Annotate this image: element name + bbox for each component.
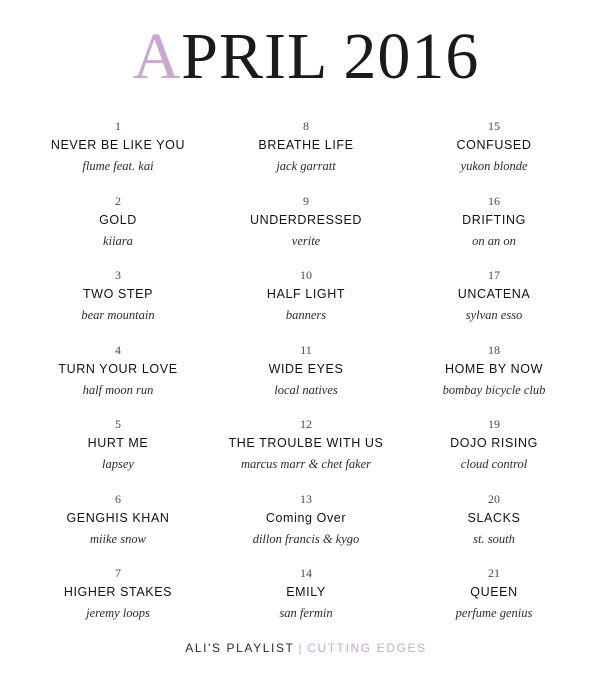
track-title: UNDERDRESSED: [249, 212, 363, 227]
track-artist: local natives: [274, 382, 338, 397]
track-number: 18: [488, 342, 501, 357]
track-number: 2: [114, 193, 121, 208]
track-artist: perfume genius: [455, 606, 533, 621]
list-item: [24, 415, 212, 474]
track-columns: [0, 91, 612, 639]
track-number: 3: [114, 268, 121, 283]
track-column-1: [24, 117, 212, 639]
track-artist: st. south: [473, 531, 515, 546]
footer-separator: |: [298, 641, 304, 655]
track-title: EMILY: [286, 585, 326, 600]
track-artist: cloud control: [460, 457, 528, 472]
list-item: [400, 341, 588, 400]
track-title: HURT ME: [87, 436, 149, 451]
track-number: 6: [114, 491, 121, 506]
track-artist: dillon francis & kygo: [252, 531, 360, 546]
track-artist: banners: [285, 308, 327, 323]
track-number: 4: [114, 342, 121, 357]
footer-playlist-name: ALI'S PLAYLIST: [185, 641, 295, 655]
track-number: 9: [303, 193, 309, 208]
track-title: UNCATENA: [457, 287, 531, 302]
list-item: [212, 415, 400, 474]
list-item: [212, 117, 400, 176]
track-title: GENGHIS KHAN: [66, 510, 170, 525]
list-item: [400, 564, 588, 623]
track-number: 7: [114, 566, 121, 581]
track-artist: bear mountain: [81, 308, 155, 323]
track-artist: sylvan esso: [465, 308, 523, 323]
track-artist: jeremy loops: [86, 606, 150, 621]
list-item: [400, 266, 588, 325]
track-number: 5: [114, 417, 121, 432]
track-artist: san fermin: [279, 606, 333, 621]
track-artist: lapsey: [102, 457, 134, 472]
list-item: [24, 341, 212, 400]
track-title: Coming Over: [265, 510, 347, 525]
track-artist: yukon blonde: [460, 159, 528, 174]
track-number: 21: [488, 566, 501, 581]
track-number: 13: [300, 491, 312, 506]
track-artist: on an on: [472, 233, 516, 248]
track-artist: verite: [291, 233, 321, 248]
list-item: [24, 564, 212, 623]
track-title: NEVER BE LIKE YOU: [50, 138, 186, 153]
list-item: [212, 192, 400, 251]
track-number: 11: [300, 342, 312, 357]
list-item: [400, 490, 588, 549]
track-number: 8: [303, 119, 309, 134]
track-title: HALF LIGHT: [266, 287, 346, 302]
track-artist: half moon run: [82, 382, 154, 397]
track-artist: jack garratt: [276, 159, 336, 174]
list-item: [24, 192, 212, 251]
track-artist: miike snow: [90, 531, 146, 546]
track-title: BREATHE LIFE: [258, 138, 354, 153]
track-title: THE TROULBE WITH US: [228, 436, 384, 451]
list-item: [24, 117, 212, 176]
page-title: [0, 0, 612, 91]
track-artist: flume feat. kai: [82, 159, 154, 174]
track-title: WIDE EYES: [268, 361, 344, 376]
list-item: [24, 490, 212, 549]
list-item: [400, 192, 588, 251]
track-number: 19: [488, 417, 501, 432]
page-title-accent-letter: A: [132, 20, 182, 93]
track-artist: kiiara: [103, 233, 133, 248]
track-title: HOME BY NOW: [444, 361, 544, 376]
track-title: DOJO RISING: [450, 436, 538, 451]
track-number: 20: [488, 491, 501, 506]
footer: [0, 641, 612, 655]
page-title-rest: PRIL 2016: [181, 20, 480, 93]
list-item: [212, 341, 400, 400]
track-number: 15: [488, 119, 501, 134]
track-number: 10: [300, 268, 312, 283]
list-item: [400, 117, 588, 176]
list-item: [212, 266, 400, 325]
track-title: QUEEN: [470, 585, 518, 600]
track-title: TURN YOUR LOVE: [58, 361, 178, 376]
track-title: HIGHER STAKES: [63, 585, 173, 600]
track-title: DRIFTING: [462, 212, 526, 227]
list-item: [400, 415, 588, 474]
footer-tagline: CUTTING EDGES: [307, 641, 427, 655]
track-title: CONFUSED: [456, 138, 532, 153]
list-item: [212, 564, 400, 623]
track-title: TWO STEP: [82, 287, 154, 302]
track-number: 14: [300, 566, 312, 581]
track-number: 17: [488, 268, 501, 283]
track-number: 1: [114, 119, 121, 134]
track-number: 12: [300, 417, 312, 432]
track-artist: marcus marr & chet faker: [240, 457, 372, 472]
track-number: 16: [488, 193, 501, 208]
track-column-2: [212, 117, 400, 639]
list-item: [212, 490, 400, 549]
track-column-3: [400, 117, 588, 639]
list-item: [24, 266, 212, 325]
track-artist: bombay bicycle club: [442, 382, 546, 397]
track-title: SLACKS: [467, 510, 521, 525]
track-title: GOLD: [99, 212, 137, 227]
